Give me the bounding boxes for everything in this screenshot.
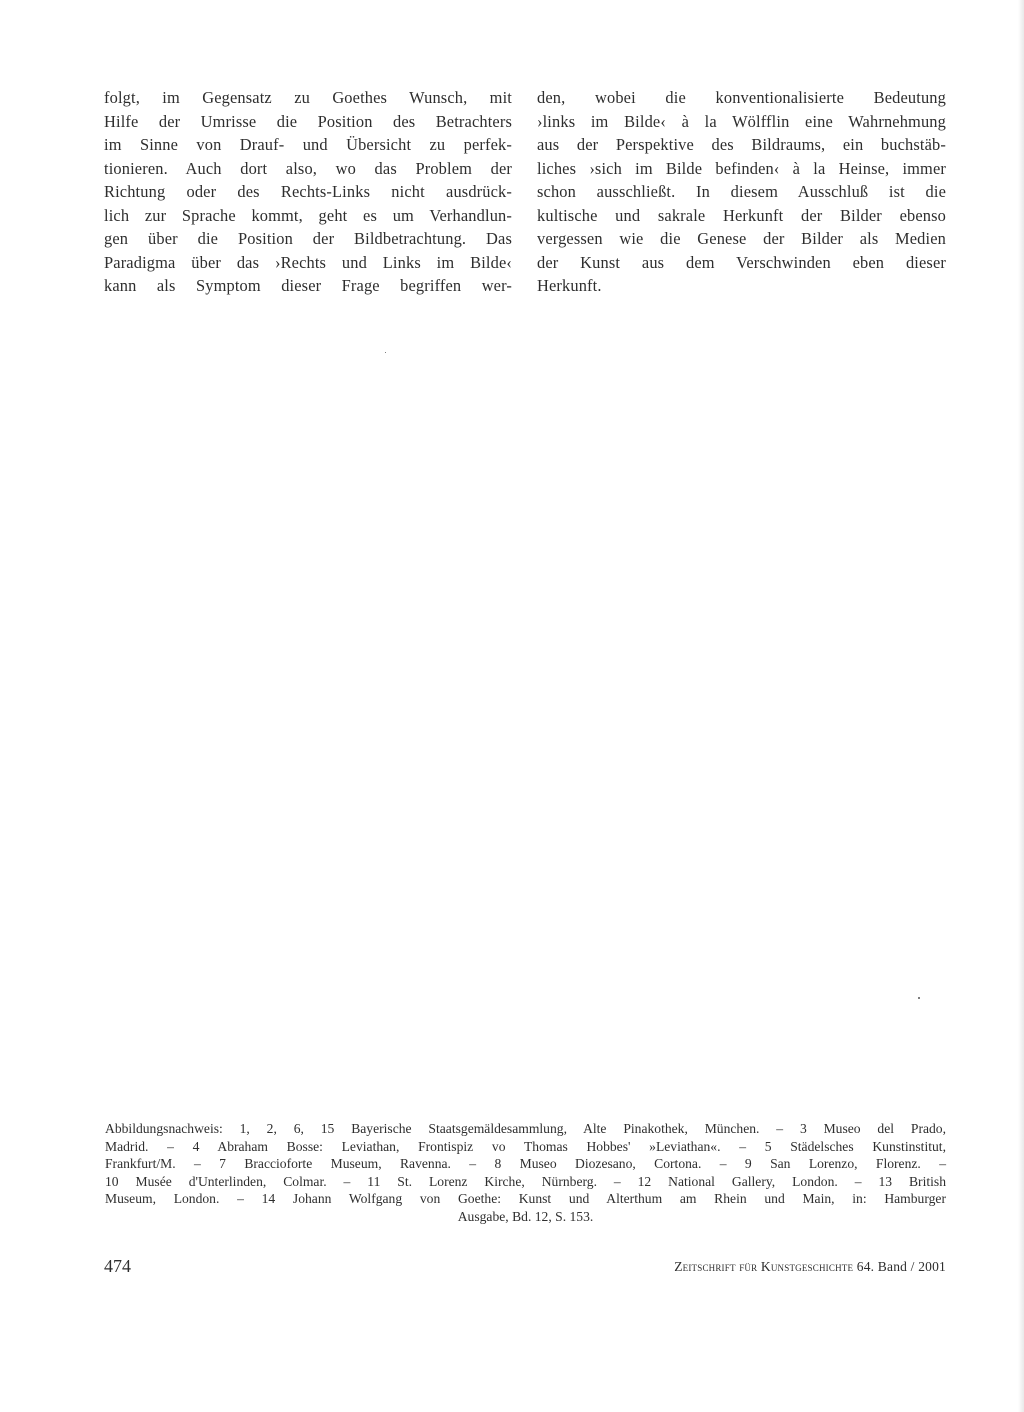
text-line: folgt, im Gegensatz zu Goethes Wunsch, mit — [104, 88, 512, 107]
scan-speck — [918, 997, 920, 999]
page-edge-shadow — [1018, 0, 1024, 1412]
page-number: 474 — [104, 1256, 131, 1276]
left-text-column — [104, 86, 512, 298]
text-line: im Sinne von Drauf- und Übersicht zu perfek- — [104, 135, 512, 154]
text-line: liches ›sich im Bilde befinden‹ à la Heinse, immer — [537, 158, 946, 178]
text-line: lich zur Sprache kommt, geht es um Verhandlun- — [104, 205, 512, 225]
text-line: Richtung oder des Rechts-Links nicht ausdrück- — [104, 182, 512, 201]
credits-line: Frankfurt/M. – 7 Braccioforte Museum, Ravenna. – 8 Museo Diozesano, Cortona. – 9 San Lorenzo, Florenz. – — [105, 1156, 946, 1172]
text-line: Paradigma über das ›Rechts und Links im Bilde‹ — [104, 252, 512, 272]
text-line: den, wobei die konventionalisierte Bedeutung — [537, 88, 946, 107]
credits-line: Museum, London. – 14 Johann Wolfgang von Goethe: Kunst und Alterthum am Rhein und Main, in: Hamburger — [105, 1191, 946, 1207]
text-line: schon ausschließt. In diesem Ausschluß ist die — [537, 182, 946, 201]
journal-volume: 64. Band / 2001 — [856, 1259, 946, 1274]
right-text-column — [537, 86, 946, 298]
text-line: Hilfe der Umrisse die Position des Betrachters — [104, 111, 512, 131]
journal-name: Zeitschrift für Kunstgeschichte — [674, 1259, 854, 1274]
credits-line: Ausgabe, Bd. 12, S. 153. — [457, 1208, 594, 1224]
credits-line: Abbildungsnachweis: 1, 2, 6, 15 Bayerische Staatsgemäldesammlung, Alte Pinakothek, München. – 3 Museo del Prado, — [105, 1121, 946, 1136]
credits-line: Madrid. – 4 Abraham Bosse: Leviathan, Frontispiz vo Thomas Hobbes' »Leviathan«. – 5 Städelsches Kunstinstitut, — [105, 1138, 946, 1154]
image-credits — [105, 1120, 946, 1226]
text-line: tionieren. Auch dort also, wo das Problem der — [104, 158, 512, 178]
scan-speck — [385, 352, 386, 353]
credits-line: 10 Musée d'Unterlinden, Colmar. – 11 St. Lorenz Kirche, Nürnberg. – 12 National Gallery, London. – 13 British — [105, 1173, 946, 1189]
text-line: Herkunft. — [537, 276, 602, 295]
text-line: kultische und sakrale Herkunft der Bilder ebenso — [537, 205, 946, 225]
text-line: aus der Perspektive des Bildraums, ein buchstäb- — [537, 135, 946, 154]
text-line: kann als Symptom dieser Frage begriffen wer- — [104, 276, 512, 295]
text-line: vergessen wie die Genese der Bilder als Medien — [537, 229, 946, 248]
running-footer — [674, 1259, 946, 1275]
text-line: der Kunst aus dem Verschwinden eben dieser — [537, 252, 946, 272]
text-line: gen über die Position der Bildbetrachtung. Das — [104, 229, 512, 248]
text-line: ›links im Bilde‹ à la Wölfflin eine Wahrnehmung — [537, 111, 946, 131]
